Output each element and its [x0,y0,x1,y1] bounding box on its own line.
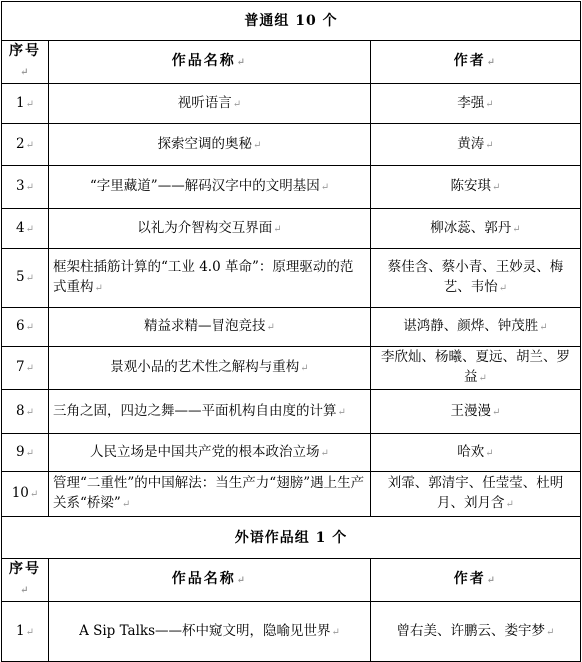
row-no: 2↵ [2,124,49,166]
row-name: 三角之固，四边之舞——平面机构自由度的计算↵ [49,390,371,434]
row-author: 李强↵ [371,84,581,124]
row-name: 人民立场是中国共产党的根本政治立场↵ [49,434,371,472]
row-name: 探索空调的奥秘↵ [49,124,371,166]
row-no: 8↵ [2,390,49,434]
row-name: 以礼为介智构交互界面↵ [49,209,371,249]
table-row [2,434,581,472]
row-name: “字里藏道”——解码汉字中的文明基因↵ [49,166,371,209]
header-author: 作者↵ [371,41,581,84]
row-name: 精益求精—冒泡竞技↵ [49,308,371,347]
row-name: 管理“二重性”的中国解法：当生产力“翅膀”遇上生产关系“桥梁”↵ [49,472,371,517]
row-author: 哈欢↵ [371,434,581,472]
row-author: 蔡佳含、蔡小青、王妙灵、梅艺、韦怡↵ [371,249,581,308]
table-row [2,166,581,209]
table-row [2,209,581,249]
row-no: 9↵ [2,434,49,472]
row-author: 陈安琪↵ [371,166,581,209]
award-table [1,1,581,662]
header-name: 作品名称↵ [49,41,371,84]
table-row [2,347,581,390]
row-author: 柳冰蕊、郭丹↵ [371,209,581,249]
section1-title: 普通组 10 个 [2,2,581,41]
table-row [2,390,581,434]
section2-title: 外语作品组 1 个 [2,517,581,559]
header-row [2,41,581,84]
header-name: 作品名称↵ [49,559,371,602]
row-no: 10↵ [2,472,49,517]
section-title-row [2,517,581,559]
row-author: 谌鸿静、颜烨、钟茂胜↵ [371,308,581,347]
table-row [2,602,581,662]
table-row [2,124,581,166]
row-author: 曾右美、许鹏云、娄宇梦↵ [371,602,581,662]
row-no: 4↵ [2,209,49,249]
row-author: 王漫漫↵ [371,390,581,434]
row-no: 1↵ [2,84,49,124]
table-row [2,308,581,347]
section-title-row [2,2,581,41]
row-no: 7↵ [2,347,49,390]
row-no: 5↵ [2,249,49,308]
table-row [2,84,581,124]
row-no: 1↵ [2,602,49,662]
header-row [2,559,581,602]
row-author: 刘霏、郭清宇、任莹莹、杜明月、刘月含↵ [371,472,581,517]
header-no: 序号↵ [2,559,49,602]
table-row [2,249,581,308]
row-name: 景观小品的艺术性之解构与重构↵ [49,347,371,390]
table-row [2,472,581,517]
row-no: 3↵ [2,166,49,209]
header-no: 序号↵ [2,41,49,84]
header-author: 作者↵ [371,559,581,602]
row-name: 框架柱插筋计算的“工业 4.0 革命”：原理驱动的范式重构↵ [49,249,371,308]
row-author: 黄涛↵ [371,124,581,166]
row-author: 李欣灿、杨曦、夏远、胡兰、罗益↵ [371,347,581,390]
row-no: 6↵ [2,308,49,347]
row-name: 视听语言↵ [49,84,371,124]
row-name: A Sip Talks——杯中窥文明，隐喻见世界↵ [49,602,371,662]
